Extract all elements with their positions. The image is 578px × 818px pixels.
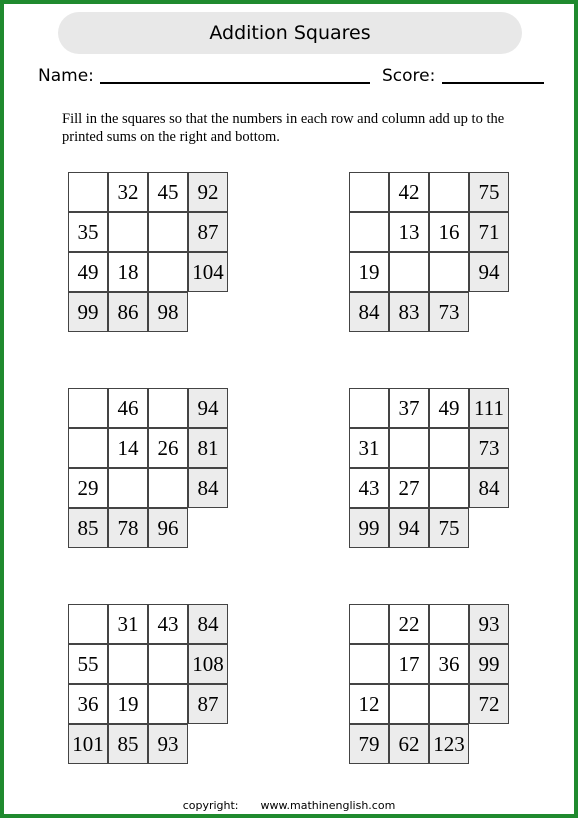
column-sum-cell: 83 bbox=[389, 292, 429, 332]
column-sum-cell: 123 bbox=[429, 724, 469, 764]
row-sum-cell: 94 bbox=[469, 252, 509, 292]
addition-square-4 bbox=[349, 388, 510, 549]
row-sum-cell: 111 bbox=[469, 388, 509, 428]
given-number-cell: 46 bbox=[108, 388, 148, 428]
blank-answer-cell[interactable] bbox=[429, 604, 469, 644]
row-sum-cell: 81 bbox=[188, 428, 228, 468]
given-number-cell: 36 bbox=[429, 644, 469, 684]
name-blank-line[interactable] bbox=[100, 82, 370, 84]
column-sum-cell: 62 bbox=[389, 724, 429, 764]
column-sum-cell: 79 bbox=[349, 724, 389, 764]
blank-answer-cell[interactable] bbox=[148, 644, 188, 684]
given-number-cell: 13 bbox=[389, 212, 429, 252]
blank-answer-cell[interactable] bbox=[68, 428, 108, 468]
given-number-cell: 37 bbox=[389, 388, 429, 428]
blank-answer-cell[interactable] bbox=[349, 388, 389, 428]
given-number-cell: 42 bbox=[389, 172, 429, 212]
blank-answer-cell[interactable] bbox=[108, 212, 148, 252]
row-sum-cell: 71 bbox=[469, 212, 509, 252]
blank-answer-cell[interactable] bbox=[108, 468, 148, 508]
column-sum-cell: 98 bbox=[148, 292, 188, 332]
row-sum-cell: 84 bbox=[188, 604, 228, 644]
given-number-cell: 45 bbox=[148, 172, 188, 212]
column-sum-cell: 99 bbox=[349, 508, 389, 548]
row-sum-cell: 108 bbox=[188, 644, 228, 684]
column-sum-cell: 75 bbox=[429, 508, 469, 548]
row-sum-cell: 104 bbox=[188, 252, 228, 292]
column-sum-cell: 85 bbox=[68, 508, 108, 548]
row-sum-cell: 94 bbox=[188, 388, 228, 428]
blank-answer-cell[interactable] bbox=[349, 604, 389, 644]
copyright-label: copyright: bbox=[182, 799, 239, 812]
given-number-cell: 31 bbox=[108, 604, 148, 644]
given-number-cell: 35 bbox=[68, 212, 108, 252]
blank-answer-cell[interactable] bbox=[148, 212, 188, 252]
column-sum-cell: 96 bbox=[148, 508, 188, 548]
row-sum-cell: 72 bbox=[469, 684, 509, 724]
blank-answer-cell[interactable] bbox=[68, 172, 108, 212]
blank-answer-cell[interactable] bbox=[108, 644, 148, 684]
blank-answer-cell[interactable] bbox=[148, 252, 188, 292]
blank-answer-cell[interactable] bbox=[349, 212, 389, 252]
addition-square-2 bbox=[349, 172, 510, 333]
given-number-cell: 17 bbox=[389, 644, 429, 684]
given-number-cell: 36 bbox=[68, 684, 108, 724]
column-sum-cell: 73 bbox=[429, 292, 469, 332]
column-sum-cell: 99 bbox=[68, 292, 108, 332]
given-number-cell: 27 bbox=[389, 468, 429, 508]
given-number-cell: 55 bbox=[68, 644, 108, 684]
row-sum-cell: 84 bbox=[188, 468, 228, 508]
column-sum-cell: 78 bbox=[108, 508, 148, 548]
name-label: Name: bbox=[38, 66, 94, 86]
given-number-cell: 32 bbox=[108, 172, 148, 212]
addition-square-1 bbox=[68, 172, 229, 333]
addition-square-6 bbox=[349, 604, 510, 765]
blank-answer-cell[interactable] bbox=[148, 388, 188, 428]
blank-answer-cell[interactable] bbox=[429, 468, 469, 508]
addition-square-3 bbox=[68, 388, 229, 549]
copyright-site: www.mathinenglish.com bbox=[260, 799, 396, 812]
column-sum-cell: 84 bbox=[349, 292, 389, 332]
score-label: Score: bbox=[382, 66, 436, 86]
row-sum-cell: 87 bbox=[188, 212, 228, 252]
given-number-cell: 26 bbox=[148, 428, 188, 468]
blank-answer-cell[interactable] bbox=[389, 252, 429, 292]
given-number-cell: 43 bbox=[349, 468, 389, 508]
given-number-cell: 22 bbox=[389, 604, 429, 644]
given-number-cell: 19 bbox=[349, 252, 389, 292]
blank-answer-cell[interactable] bbox=[389, 684, 429, 724]
instructions-text: Fill in the squares so that the numbers in each row and column add up to the printed sums on the right and bottom. bbox=[62, 111, 505, 145]
blank-answer-cell[interactable] bbox=[349, 172, 389, 212]
blank-answer-cell[interactable] bbox=[429, 252, 469, 292]
given-number-cell: 29 bbox=[68, 468, 108, 508]
name-score-row bbox=[38, 64, 548, 90]
column-sum-cell: 94 bbox=[389, 508, 429, 548]
row-sum-cell: 92 bbox=[188, 172, 228, 212]
row-sum-cell: 75 bbox=[469, 172, 509, 212]
score-blank-line[interactable] bbox=[442, 82, 544, 84]
row-sum-cell: 73 bbox=[469, 428, 509, 468]
row-sum-cell: 87 bbox=[188, 684, 228, 724]
given-number-cell: 43 bbox=[148, 604, 188, 644]
blank-answer-cell[interactable] bbox=[349, 644, 389, 684]
given-number-cell: 49 bbox=[429, 388, 469, 428]
row-sum-cell: 93 bbox=[469, 604, 509, 644]
blank-answer-cell[interactable] bbox=[429, 684, 469, 724]
column-sum-cell: 101 bbox=[68, 724, 108, 764]
row-sum-cell: 84 bbox=[469, 468, 509, 508]
blank-answer-cell[interactable] bbox=[68, 604, 108, 644]
blank-answer-cell[interactable] bbox=[429, 172, 469, 212]
given-number-cell: 31 bbox=[349, 428, 389, 468]
row-sum-cell: 99 bbox=[469, 644, 509, 684]
column-sum-cell: 93 bbox=[148, 724, 188, 764]
addition-square-5 bbox=[68, 604, 229, 765]
column-sum-cell: 86 bbox=[108, 292, 148, 332]
column-sum-cell: 85 bbox=[108, 724, 148, 764]
copyright-footer bbox=[4, 799, 574, 812]
given-number-cell: 16 bbox=[429, 212, 469, 252]
blank-answer-cell[interactable] bbox=[429, 428, 469, 468]
given-number-cell: 14 bbox=[108, 428, 148, 468]
blank-answer-cell[interactable] bbox=[148, 468, 188, 508]
given-number-cell: 19 bbox=[108, 684, 148, 724]
worksheet-title: Addition Squares bbox=[58, 12, 522, 54]
given-number-cell: 12 bbox=[349, 684, 389, 724]
blank-answer-cell[interactable] bbox=[68, 388, 108, 428]
given-number-cell: 49 bbox=[68, 252, 108, 292]
blank-answer-cell[interactable] bbox=[389, 428, 429, 468]
blank-answer-cell[interactable] bbox=[148, 684, 188, 724]
given-number-cell: 18 bbox=[108, 252, 148, 292]
